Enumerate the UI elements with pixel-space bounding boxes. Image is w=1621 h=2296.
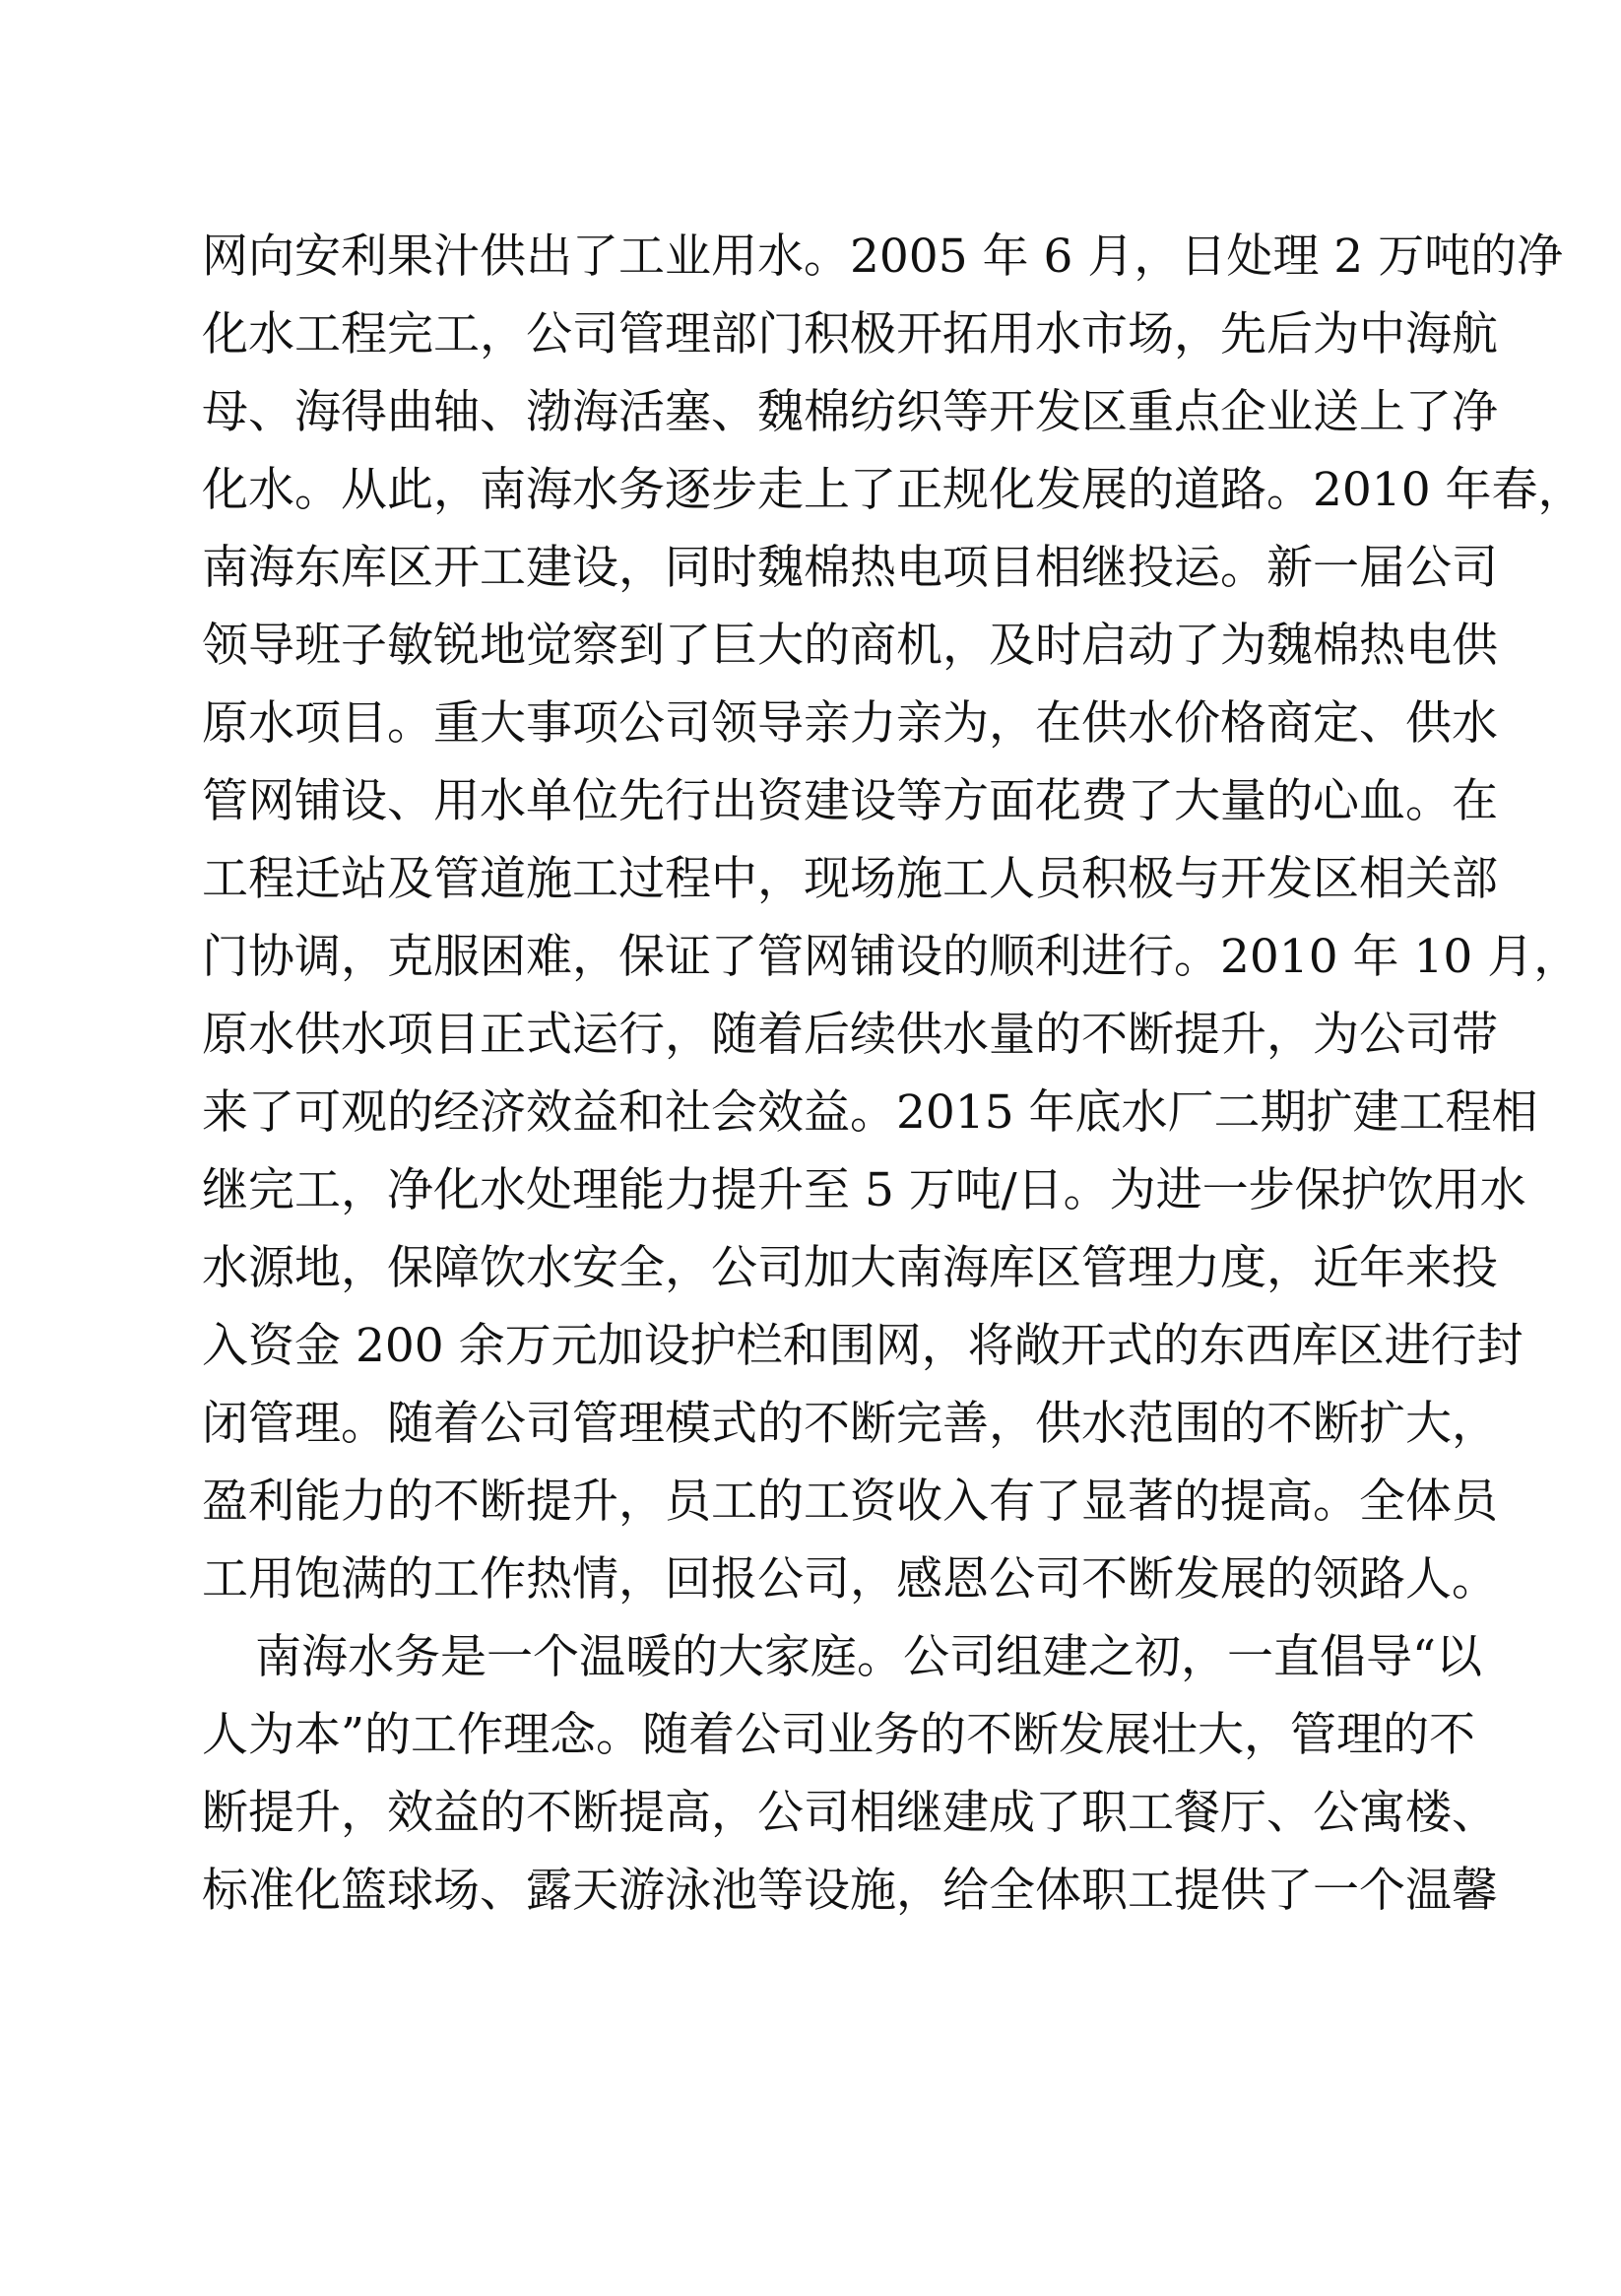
text-line: 入资金 200 余万元加设护栏和围网，将敞开式的东西库区进行封 (202, 1319, 1524, 1373)
text-line: 原水供水项目正式运行，随着后续供水量的不断提升，为公司带 (202, 1008, 1498, 1062)
paragraph (202, 218, 1585, 1618)
body-text (202, 218, 1585, 1930)
text-line: 断提升，效益的不断提高，公司相继建成了职工餐厅、公寓楼、 (202, 1786, 1498, 1840)
text-line: 人为本”的工作理念。随着公司业务的不断发展壮大，管理的不 (202, 1708, 1476, 1762)
text-line: 来了可观的经济效益和社会效益。2015 年底水厂二期扩建工程相 (202, 1085, 1538, 1140)
text-line: 门协调，克服困难，保证了管网铺设的顺利进行。2010 年 10 月， (202, 930, 1581, 984)
paragraph (202, 1618, 1498, 1930)
text-line: 盈利能力的不断提升，员工的工资收入有了显著的提高。全体员 (202, 1475, 1498, 1529)
text-line: 工程迁站及管道施工过程中，现场施工人员积极与开发区相关部 (202, 852, 1498, 906)
text-line: 化水。从此，南海水务逐步走上了正规化发展的道路。2010 年春， (202, 463, 1585, 517)
text-line: 网向安利果汁供出了工业用水。2005 年 6 月，日处理 2 万吨的净 (202, 230, 1564, 284)
text-line: 闭管理。随着公司管理模式的不断完善，供水范围的不断扩大， (202, 1397, 1498, 1451)
text-line: 南海东库区开工建设，同时魏棉热电项目相继投运。新一届公司 (202, 541, 1498, 595)
text-line: 标准化篮球场、露天游泳池等设施，给全体职工提供了一个温馨 (202, 1864, 1498, 1918)
text-line: 水源地，保障饮水安全，公司加大南海库区管理力度，近年来投 (202, 1241, 1498, 1295)
text-line: 工用饱满的工作热情，回报公司，感恩公司不断发展的领路人。 (202, 1552, 1498, 1607)
text-line: 继完工，净化水处理能力提升至 5 万吨/日。为进一步保护饮用水 (202, 1163, 1526, 1217)
text-line: 管网铺设、用水单位先行出资建设等方面花费了大量的心血。在 (202, 774, 1498, 828)
text-line: 南海水务是一个温暖的大家庭。公司组建之初，一直倡导“以 (255, 1630, 1483, 1684)
text-line: 母、海得曲轴、渤海活塞、魏棉纺织等开发区重点企业送上了净 (202, 385, 1498, 439)
text-line: 化水工程完工，公司管理部门积极开拓用水市场，先后为中海航 (202, 307, 1498, 361)
text-line: 领导班子敏锐地觉察到了巨大的商机，及时启动了为魏棉热电供 (202, 619, 1498, 673)
text-line: 原水项目。重大事项公司领导亲力亲为，在供水价格商定、供水 (202, 696, 1498, 751)
